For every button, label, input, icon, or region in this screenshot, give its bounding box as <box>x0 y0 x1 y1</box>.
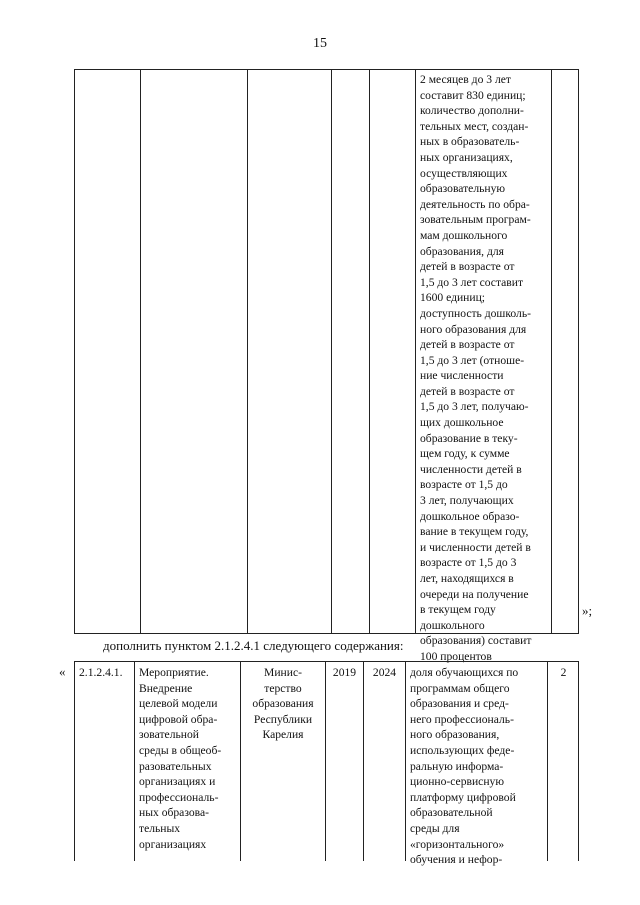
column-divider <box>331 70 332 633</box>
column-divider <box>369 70 370 633</box>
column-divider <box>247 70 248 633</box>
instruction-paragraph: дополнить пунктом 2.1.2.4.1 следующего содержания: <box>103 638 404 653</box>
column-divider <box>415 70 416 633</box>
end-year: 2024 <box>372 666 397 679</box>
column-divider <box>547 662 548 861</box>
page-number: 15 <box>313 36 327 51</box>
column-divider <box>325 662 326 861</box>
new-item-table <box>74 661 579 867</box>
item-number: 2.1.2.4.1. <box>79 666 123 679</box>
closing-quote-mark: »; <box>582 603 593 618</box>
executor-text: Минис- терство образования Республики Карелия <box>252 666 314 742</box>
start-year: 2019 <box>332 666 357 679</box>
indicator-text-continuation: 2 месяцев до 3 лет составит 830 единиц; количество дополни- тельных мест, создан- ных в образователь- ных организациях, осуществляющих образовательную деятельность по обра- зовательным програм- мам дошкольного образования, для детей в возрасте от 1,5 до 3 лет составит 1600 единиц; доступность дошколь- ного образования для детей в возрасте от 1,5 до 3 лет (отноше- ние численности детей в возрасте от 1,5 до 3 лет, получаю- щих дошкольное образование в теку- щем году, к сумме численности детей в возрасте от 1,5 до 3 лет, получающих дошкольное образо- вание в текущем году, и численности детей в возрасте от 1,5 до 3 лет, находящихся в очереди на получение в текущем году дошкольного образования) составит 100 процентов <box>420 73 532 663</box>
opening-quote-mark: « <box>59 664 66 679</box>
goal-reference: 2 <box>560 666 567 679</box>
column-divider <box>140 70 141 633</box>
indicator-text: доля обучающихся по программам общего образования и сред- него профессиональ- ного образования, использующих феде- ральную информа- ционно-сервисную платформу цифровой образовательной среды для «горизонтального» обучения и нефор- <box>410 666 519 867</box>
measure-text: Мероприятие. Внедрение целевой модели цифровой обра- зовательной среды в общеоб- разовательных организациях и профессиональ- ных образова- тельных организациях <box>139 666 222 851</box>
column-divider <box>405 662 406 861</box>
column-divider <box>134 662 135 861</box>
column-divider <box>363 662 364 861</box>
